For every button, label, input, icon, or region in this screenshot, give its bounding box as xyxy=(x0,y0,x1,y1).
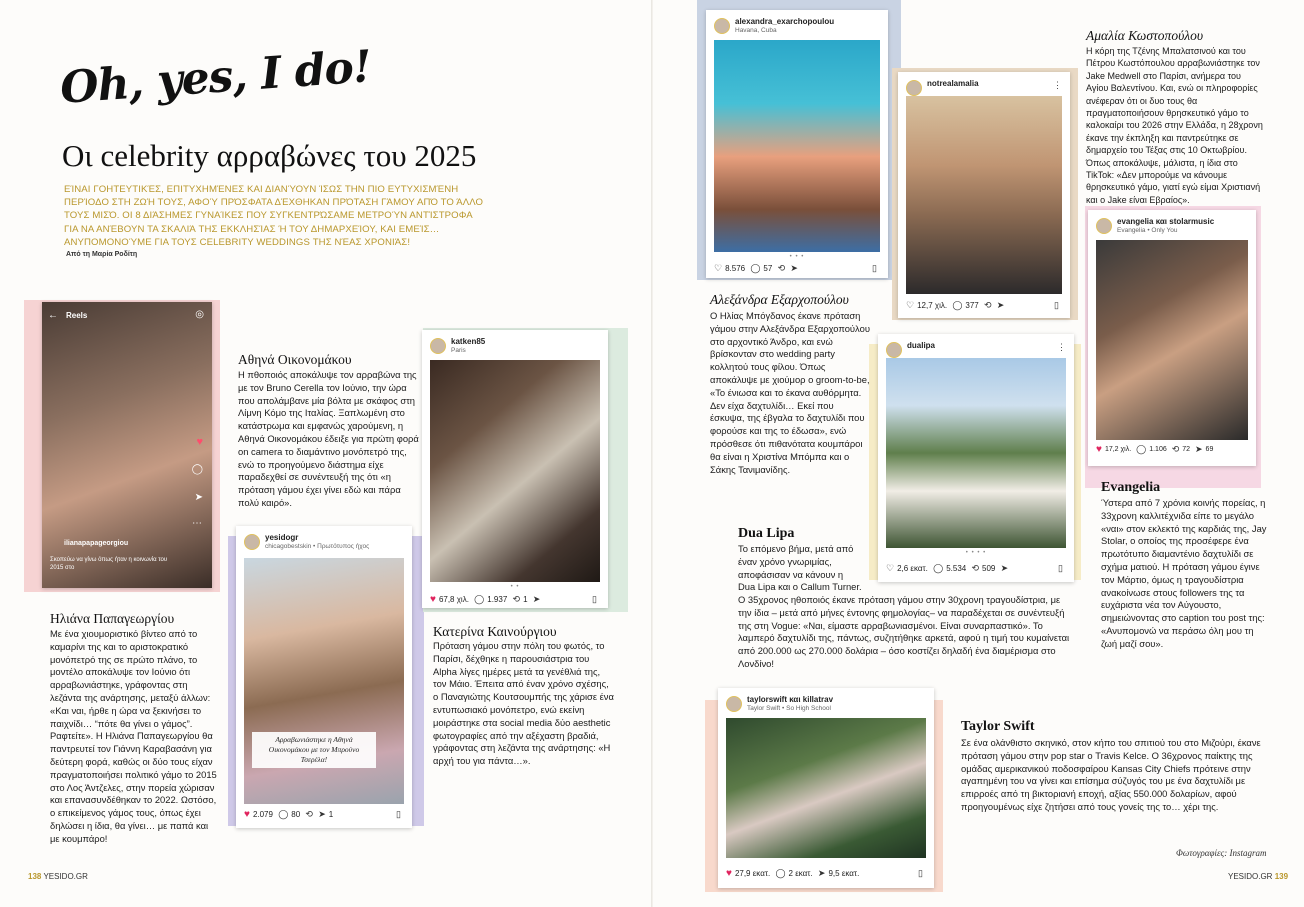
repost-icon[interactable]: ⟲ xyxy=(983,300,992,310)
send-icon[interactable]: ➤ xyxy=(1000,563,1009,573)
likes-count: 27,9 εκατ. xyxy=(734,869,771,878)
comments-count: 5.534 xyxy=(946,564,967,573)
alexandra-text: Ο Ηλίας Μπόγδανος έκανε πρόταση γάμου στην Αλεξάνδρα Εξαρχοπούλου στο αρχοντικό Άνδρο, και ενώ βρίσκονταν στο wedding party κολλητού τους φίλου. Όπως αποκάλυψε με χιούμορ ο groom-to-be, «Το ένιωσα και το έκανα αυθόρμητα. Δεν είχα δαχτυλίδι… Εκεί που έσκυψα, της έβγαλα το δαχτυλίδι που φορούσε και της το έδωσα», ενώ πρόσθεσε ότι πιθανότατα κουμπάροι θα είναι η Χριστίνα Μπόμπα και ο Σάκης Τανιμανίδης. xyxy=(710,310,870,475)
avatar[interactable] xyxy=(430,338,446,354)
bookmark-icon[interactable]: ▯ xyxy=(872,263,877,273)
likes-count: 8.576 xyxy=(725,264,746,273)
katerina-heading: Κατερίνα Καινούργιου xyxy=(433,624,557,639)
avatar[interactable] xyxy=(1096,218,1112,234)
page-title: Οι celebrity αρραβώνες του 2025 xyxy=(62,138,477,173)
comments-count: 80 xyxy=(291,810,301,819)
intro-paragraph: ΕΊΝΑΙ ΓΟΗΤΕΥΤΙΚΈΣ, ΕΠΙΤΥΧΗΜΈΝΕΣ ΚΑΙ ΔΙΑΝΎΟΥΝ ΊΣΩΣ ΤΗΝ ΠΙΟ ΕΥΤΥΧΙΣΜΈΝΗ ΠΕΡΊΟΔΟ ΣΤΗ ΖΩΉ ΤΟΥΣ, ΑΦΟΎ ΠΡΌΣΦΑΤΑ ΔΈΧΘΗΚΑΝ ΠΡΌΤΑΣΗ ΓΆΜΟΥ ΑΠΌ ΤΟ ΆΛΛΟ ΤΟΥΣ ΜΙΣΌ. ΟΙ 8 ΔΙΆΣΗΜΕΣ ΓΥΝΑΊΚΕΣ ΠΟΥ ΣΥΓΚΕΝΤΡΏΣΑΜΕ ΜΕΤΡΟΎΝ ΑΝΤΊΣΤΡΟΦΑ ΓΙΑ ΝΑ ΑΝΈΒΟΥΝ ΤΑ ΣΚΑΛΙΆ ΤΗΣ ΕΚΚΛΗΣΊΑΣ Ή ΤΟΥ ΔΗΜΑΡΧΕΊΟΥ, ΚΑΙ ΕΜΕΊΣ… ΑΝΥΠΟΜΟΝΟΎΜΕ ΓΙΑ ΤΟΥΣ CELEBRITY WEDDINGS ΤΗΣ ΝΈΑΣ ΧΡΟΝΙΆΣ! xyxy=(64,184,484,248)
comments-count: 377 xyxy=(965,301,979,310)
left-page-number: 138 xyxy=(28,872,42,881)
avatar[interactable] xyxy=(244,534,260,550)
heart-icon[interactable]: ♥ xyxy=(244,809,250,820)
post-actions xyxy=(244,809,404,825)
post-actions xyxy=(430,594,600,608)
post-actions xyxy=(1096,444,1248,460)
photo-credit: Φωτογραφίες: Instagram xyxy=(1176,848,1267,858)
left-site-name: YESIDO.GR xyxy=(43,872,88,881)
post-header xyxy=(430,336,600,360)
repost-icon[interactable]: ⟲ xyxy=(512,594,521,604)
send-icon[interactable]: ➤ xyxy=(532,594,541,604)
post-location[interactable]: Paris xyxy=(451,347,466,354)
more-icon[interactable]: ⋮ xyxy=(1057,342,1066,352)
post-username[interactable]: evangelia και stolarmusic xyxy=(1117,217,1215,226)
post-header xyxy=(726,694,926,718)
athina-text: Η πθοποιός αποκάλυψε τον αρραβώνα της με τον Bruno Cerella τον Ιούνιο, την ώρα που απολάμβανε μία βόλτα με σκάφος στη Λίμνη Κόμο της Ιταλίας. Ξαπλωμένη στο κατάστρωμα και εμφανώς χαρούμενη, η Αθηνά Οικονομάκου έδειξε για πρώτη φορά on camera το διαμάντινο μονόπετρό της, ενώ το προηγούμενο διάστημα είχε παραδεχθεί σε συνέντευξή της ότι «η πρόταση γάμου έχει γίνει εδώ και πάρα πολύ καιρό». xyxy=(238,369,419,508)
iliana-text: Με ένα χιουμοριστικό βίντεο από το καμαρίνι της και το αριστοκρατικό μονόπετρό της σε πρώτο πλάνο, το μοντέλο αποκάλυψε τον Ιούνιο ότι αρραβωνιάστηκε, γράφοντας στη λεζάντα της ανάρτησης, μεταξύ άλλων: «Και ναι, ήρθε η ώρα να ξεκινήσει το παιχνίδι… “πότε θα γίνει ο γάμος”. Ραφτείτε». Η Ηλιάνα Παπαγεωργίου θα παντρευτεί τον Γιάννη Καραβασάνη για δεύτερη φορά, καθώς οι δύο τους είχαν πραγματοποιήσει πολιτικό γάμο το 2015 στο Λος Άντζελες, στην πορεία χώρισαν και επανασυνδέθηκαν το 2022. Ωστόσο, ο επικείμενος γάμος τους, όπως έχει δηλώσει η ίδια, θα γίνει… με παπά και με κουμπάρο! xyxy=(50,628,217,844)
likes-count: 67,8 χιλ. xyxy=(438,595,469,604)
repost-icon[interactable]: ⟲ xyxy=(305,809,313,819)
script-title: Oh, yes, I do! xyxy=(58,41,373,114)
carousel-dots: • • • • xyxy=(965,550,987,556)
post-actions xyxy=(886,563,1066,579)
send-icon[interactable]: ➤ xyxy=(1195,444,1203,454)
heart-icon[interactable]: ♡ xyxy=(906,300,915,310)
comment-icon[interactable]: ◯ xyxy=(952,300,963,310)
post-username[interactable]: dualipa xyxy=(907,341,936,350)
comment-icon[interactable]: ◯ xyxy=(278,809,289,819)
right-folio xyxy=(1228,872,1288,881)
shares-count: 9,5 εκατ. xyxy=(828,869,860,878)
shares-count: 1 xyxy=(328,810,334,819)
repost-icon[interactable]: ⟲ xyxy=(1171,444,1180,454)
heart-icon[interactable]: ♥ xyxy=(726,868,732,879)
send-icon[interactable]: ➤ xyxy=(790,263,798,273)
katken-post-card[interactable] xyxy=(422,330,608,608)
shares-count: 72 xyxy=(1182,446,1191,453)
dualipa-text-main: Ο 35χρονος ηθοποιός έκανε πρόταση γάμου στην 30χρονη τραγουδίστρια, με την ίδια – μετά από μήνες έντονης φημολογίας– να παραδέχεται σε συνέντευξή της στη Vogue: «Ναι, είμαστε αρραβωνιασμένοι. Είναι συναρπαστικό». Το λαμπερό δαχτυλίδι της, πάντως, συζητήθηκε αρκετά, αφού η τιμή του κυμαίνεται από 200.000 ως 270.000 δολάρια – όσο κοστίζει δηλαδή ένα διαμέρισμα στο Λονδίνο! xyxy=(738,594,1070,669)
comments-count: 1.937 xyxy=(487,595,508,604)
reels-caption: Σκοπεύω να γίνω όπως ήταν η κοινωνία του 2015 στο xyxy=(50,557,168,571)
heart-icon[interactable]: ♡ xyxy=(714,263,723,273)
post-location[interactable]: Havana, Cuba xyxy=(735,27,777,34)
dualipa-post-card[interactable] xyxy=(878,334,1074,582)
bookmark-icon[interactable]: ▯ xyxy=(918,868,923,878)
post-overlay-caption: Αρραβωνιάστηκε η Αθηνά Οικονομάκου με τον Μπρούνο Τσερέλα! xyxy=(252,732,376,768)
alexandra-post-card[interactable] xyxy=(706,10,888,278)
carousel-dots: • • xyxy=(510,584,520,590)
heart-icon[interactable]: ♡ xyxy=(886,563,895,573)
alexandra-heading: Αλεξάνδρα Εξαρχοπούλου xyxy=(710,292,849,307)
dualipa-text-intro: Το επόμενο βήμα, μετά από έναν χρόνο γνωριμίας, αποφάσισαν να κάνουν η Dua Lipa και ο Callum Turner. xyxy=(738,543,862,593)
amalia-text: Η κόρη της Τζένης Μπαλατσινού και του Πέτρου Κωστόπουλου αρραβωνιάστηκε τον Jake Medwell στο Παρίσι, ανήμερα του Αγίου Βαλεντίνου. Και, ενώ οι πληροφορίες ανέφεραν ότι οι δυο τους θα πραγματοποιήσουν θρησκευτικό γάμο το καλοκαίρι του 2026 στην Ελλάδα, η 28χρονη έκανε την έκπληξη και παντρεύτηκε σε δημαρχείο του Τέξας στις 10 Οκτωβρίου. Όπως αποκάλυψε, μάλιστα, η ίδια στο TikTok: «Δεν μπορούμε να κάνουμε θρησκευτικό γάμο, γιατί εγώ είμαι Χριστιανή και ο Jake είναι Εβραίος». xyxy=(1086,46,1263,205)
byline: Από τη Μαρία Ροδίτη xyxy=(66,251,138,258)
katerina-text: Πρόταση γάμου στην πόλη του φωτός, το Παρίσι, δέχθηκε η παρουσιάστρια του Alpha λίγες ημέρες μετά τα γενέθλιά της, τον Μάιο. Έπειτα από έναν χρόνο σχέσης, ο Παναγιώτης Κουτσουμπής της χάρισε ένα εντυπωσιακό μονόπετρο, ενώ εκείνη μοιράστηκε στα social media δύο aesthetic φωτογραφίες από την αξέχαστη βραδιά, γράφοντας στη λεζάντα της ανάρτησης: «Η αρχή του για πάντα…». xyxy=(433,640,614,767)
more-icon[interactable]: ⋮ xyxy=(1053,80,1062,90)
post-actions xyxy=(714,263,880,278)
taylor-text: Σε ένα ολάνθιστο σκηνικό, στον κήπο του σπιτιού του στο Μιζούρι, έκανε πρόταση γάμου στην pop star ο Travis Kelce. Ο 36χρονος παίκτης της ομάδας αμερικανικού ποδοσφαίρου Kansas City Chiefs πρότεινε στην αγαπημένη του να γίνει και επίσημα σύζυγός του με ένα δαχτυλίδι με επιρροές από τη βικτοριανή εποχή, αξίας 550.000 δολαρίων, αφού προηγουμένως είχε ζητήσει από τους γονείς της το… χέρι της. xyxy=(961,737,1261,812)
carousel-dots: • • • xyxy=(789,254,805,260)
likes-count: 12,7 χιλ. xyxy=(917,301,948,310)
post-username[interactable]: katken85 xyxy=(451,337,486,346)
reels-title: Reels xyxy=(66,311,88,320)
yesidogr-post-card[interactable] xyxy=(236,526,412,828)
post-actions xyxy=(726,868,926,884)
post-music[interactable]: Evangelia • Only You xyxy=(1117,227,1178,234)
bookmark-icon[interactable]: ▯ xyxy=(1058,563,1063,573)
right-site-name: YESIDO.GR xyxy=(1228,872,1273,881)
likes-count: 17,2 χιλ. xyxy=(1104,446,1132,453)
post-photo xyxy=(430,360,600,582)
evangelia-text: Ύστερα από 7 χρόνια κοινής πορείας, η 33χρονη καλλιτέχνιδα είπε το μεγάλο «ναι» στον εκλεκτό της καρδιάς της, Jay Stolar, ο οποίος της προσέφερε ένα πρωτότυπο διαμαντένιο δαχτυλίδι σε σχήμα ματιού. Η πρόταση γάμου έγινε τον Μάρτιο, όμως η τραγουδίστρια ανακοίνωσε στους followers της τα ευχάριστα νέα τον Αύγουστο, σημειώνοντας στο caption του post της: «Ανυπομονώ να περάσω όλη μου τη ζωή μαζί σου». xyxy=(1101,497,1267,649)
iliana-heading: Ηλιάνα Παπαγεωργίου xyxy=(50,611,175,626)
send-icon[interactable]: ➤ xyxy=(194,492,203,503)
bookmark-icon[interactable]: ▯ xyxy=(396,809,401,819)
comment-icon[interactable]: ◯ xyxy=(1136,444,1147,454)
avatar[interactable] xyxy=(726,696,742,712)
send-icon[interactable]: ➤ xyxy=(996,300,1005,310)
post-username[interactable]: yesidogr xyxy=(265,533,299,542)
heart-icon[interactable]: ♥ xyxy=(196,436,203,448)
avatar[interactable] xyxy=(906,80,922,96)
athina-heading: Αθηνά Οικονομάκου xyxy=(238,352,352,367)
more-icon[interactable]: ⋯ xyxy=(192,518,202,529)
comments-count: 1.106 xyxy=(1149,446,1167,453)
shares-count: 1 xyxy=(523,595,528,604)
send-icon[interactable]: ➤ xyxy=(817,868,826,878)
right-page-number: 139 xyxy=(1274,872,1289,881)
sends-count: 69 xyxy=(1205,446,1214,453)
likes-count: 2,6 εκατ. xyxy=(897,564,928,573)
comment-icon[interactable]: ◯ xyxy=(474,594,485,604)
likes-count: 2.079 xyxy=(252,810,273,819)
post-photo xyxy=(726,718,926,858)
evangelia-heading: Evangelia xyxy=(1101,480,1161,495)
comments-count: 57 xyxy=(763,264,773,273)
amalia-post-card[interactable] xyxy=(898,72,1070,318)
bookmark-icon[interactable]: ▯ xyxy=(1054,300,1059,310)
reels-username[interactable]: ilianapapageorgiou xyxy=(64,540,129,547)
shares-count: 509 xyxy=(982,564,996,573)
taylor-post-card[interactable] xyxy=(718,688,934,888)
heart-icon[interactable]: ♥ xyxy=(1096,444,1102,455)
reels-back-arrow-icon[interactable]: ← xyxy=(48,310,58,321)
post-photo xyxy=(1096,240,1248,440)
post-username[interactable]: notrealamalia xyxy=(927,79,979,88)
comment-icon[interactable]: ◯ xyxy=(775,868,786,878)
left-folio xyxy=(28,872,88,881)
page-gutter xyxy=(651,0,653,907)
post-username[interactable]: alexandra_exarchopoulou xyxy=(735,17,835,26)
post-photo xyxy=(886,358,1066,548)
post-header xyxy=(244,532,404,556)
post-music[interactable]: chicagobestskin • Πρωτότυπος ήχος xyxy=(265,543,370,550)
comment-icon[interactable]: ◯ xyxy=(191,464,203,475)
repost-icon[interactable]: ⟲ xyxy=(971,563,980,573)
post-header xyxy=(1096,216,1248,240)
taylor-heading: Taylor Swift xyxy=(961,719,1035,734)
heart-icon[interactable]: ♥ xyxy=(430,594,436,605)
dualipa-heading: Dua Lipa xyxy=(738,526,795,541)
camera-icon[interactable]: ◎ xyxy=(195,309,204,320)
comment-icon[interactable]: ◯ xyxy=(750,263,761,273)
comments-count: 2 εκατ. xyxy=(788,869,813,878)
post-photo xyxy=(714,40,880,252)
post-photo xyxy=(906,96,1062,294)
amalia-heading: Αμαλία Κωστοπούλου xyxy=(1086,28,1204,43)
send-icon[interactable]: ➤ xyxy=(318,809,326,819)
evangelia-post-card[interactable] xyxy=(1088,210,1256,466)
reels-post-card[interactable] xyxy=(42,302,212,588)
avatar[interactable] xyxy=(714,18,730,34)
repost-icon[interactable]: ⟲ xyxy=(777,263,786,273)
post-actions xyxy=(906,300,1062,316)
comment-icon[interactable]: ◯ xyxy=(933,563,944,573)
post-music[interactable]: Taylor Swift • So High School xyxy=(747,705,831,712)
bookmark-icon[interactable]: ▯ xyxy=(592,594,597,604)
post-username[interactable]: taylorswift και killatrav xyxy=(747,695,834,704)
post-header xyxy=(714,16,880,40)
avatar[interactable] xyxy=(886,342,902,358)
